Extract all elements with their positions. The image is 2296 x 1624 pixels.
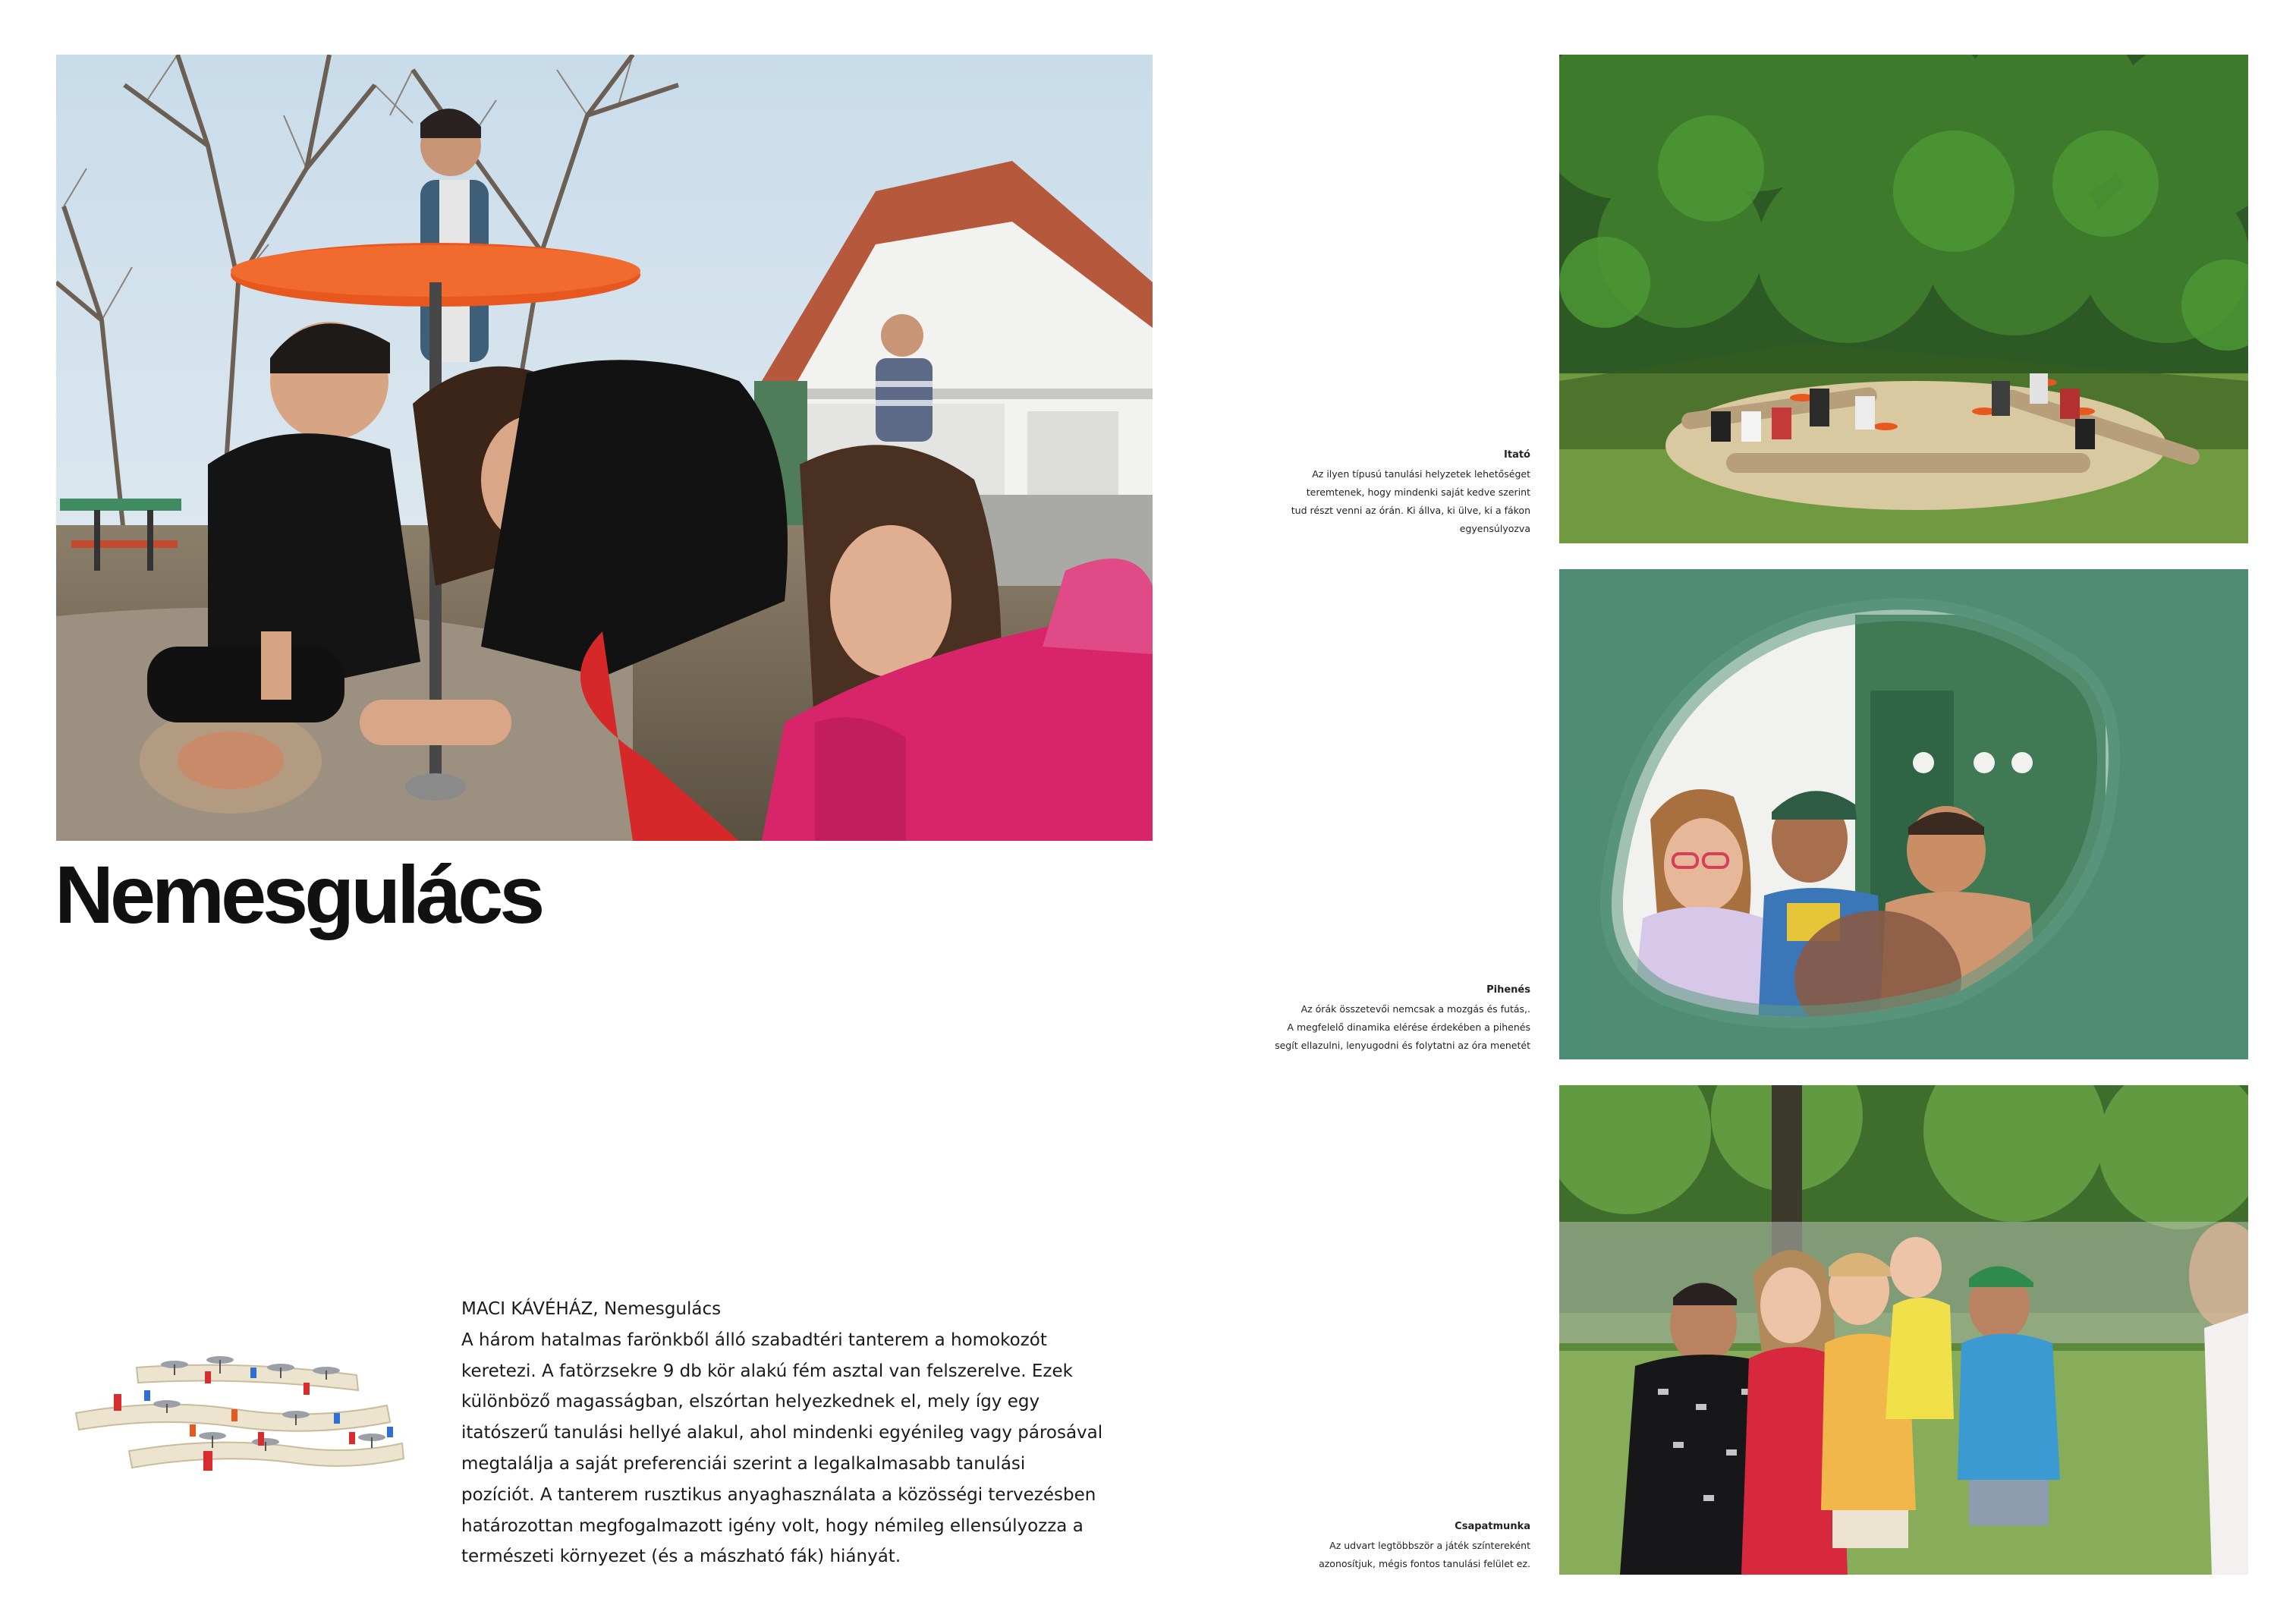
classroom-illustration-graphic <box>68 1337 417 1474</box>
body-line: természeti környezet (és a mászható fák) hiányát. <box>461 1547 901 1567</box>
hero-photo <box>56 55 1153 841</box>
body-line: A három hatalmas farönkből álló szabadtéri tanterem a homokozót <box>461 1330 1047 1350</box>
caption-csapatmunka-line: Az udvart legtöbbször a játék színtereként <box>1329 1539 1530 1551</box>
pihenes-photo <box>1559 569 2248 1059</box>
caption-itato-line: tud részt venni az órán. Ki állva, ki ülve, ki a fákon <box>1291 504 1530 516</box>
caption-csapatmunka <box>1204 1518 1530 1573</box>
itato-photo-graphic <box>1559 55 2248 543</box>
body-line: pozíciót. A tanterem rusztikus anyaghasználata a közösségi tervezésben <box>461 1484 1096 1505</box>
caption-pihenes-line: Az órák összetevői nemcsak a mozgás és futás,. <box>1301 1002 1530 1015</box>
caption-pihenes <box>1204 981 1530 1055</box>
itato-photo <box>1559 55 2248 543</box>
body-text <box>461 1294 1144 1572</box>
caption-itato-line: Az ilyen típusú tanulási helyzetek lehetőséget <box>1312 467 1530 480</box>
classroom-illustration <box>68 1337 417 1474</box>
caption-csapatmunka-title: Csapatmunka <box>1455 1521 1530 1532</box>
caption-itato-line: teremtenek, hogy mindenki saját kedve szerint <box>1306 486 1530 498</box>
caption-itato-line: egyensúlyozva <box>1459 522 1530 534</box>
pihenes-photo-graphic <box>1559 569 2248 1059</box>
caption-itato-title: Itató <box>1504 449 1530 461</box>
body-line: határozottan megfogalmazott igény volt, hogy némileg ellensúlyozza a <box>461 1515 1084 1536</box>
caption-itato <box>1204 446 1530 538</box>
caption-csapatmunka-line: azonosítjuk, mégis fontos tanulási felület ez. <box>1319 1557 1530 1569</box>
body-line: itatószerű tanulási hellyé alakul, ahol mindenki egyénileg vagy párosával <box>461 1423 1103 1443</box>
caption-pihenes-line: segít ellazulni, lenyugodni és folytatni az óra menetét <box>1275 1039 1530 1051</box>
csapatmunka-photo-graphic <box>1559 1085 2248 1575</box>
caption-pihenes-title: Pihenés <box>1486 984 1530 996</box>
body-line: keretezi. A fatörzsekre 9 db kör alakú fém asztal van felszerelve. Ezek <box>461 1361 1073 1381</box>
body-heading: MACI KÁVÉHÁZ, Nemesgulács <box>461 1299 722 1319</box>
hero-photo-graphic <box>56 55 1153 841</box>
page-title: Nemesgulács <box>55 848 542 940</box>
body-line: különböző magasságban, elszórtan helyezkednek el, mely így egy <box>461 1392 1040 1412</box>
csapatmunka-photo <box>1559 1085 2248 1575</box>
body-line: megtalálja a saját preferenciái szerint a legalkalmasabb tanulási <box>461 1453 1026 1474</box>
caption-pihenes-line: A megfelelő dinamika elérése érdekében a pihenés <box>1287 1021 1530 1033</box>
